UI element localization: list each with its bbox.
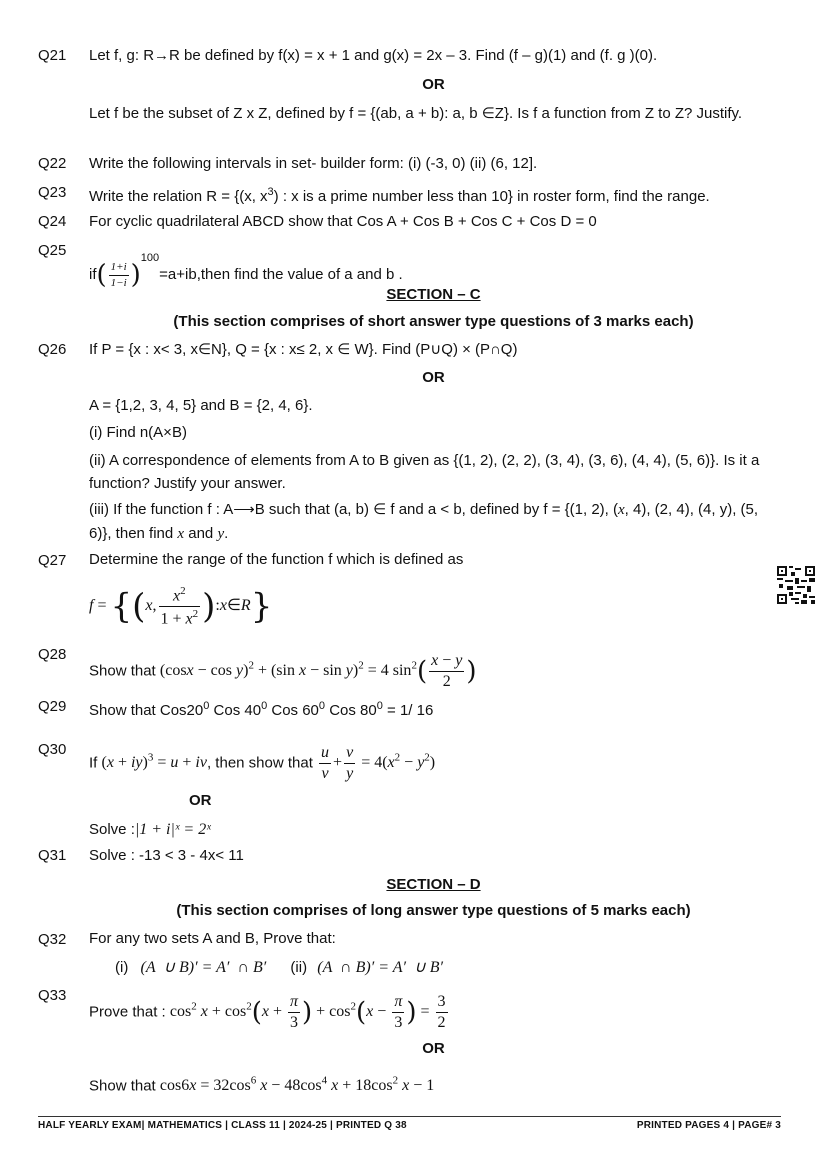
q31-number: Q31 <box>38 847 67 864</box>
q27-number: Q27 <box>38 552 67 569</box>
or-label: OR <box>422 1040 445 1057</box>
q32-parts: (i) (A ∪ B)′ = A′ ∩ B′ (ii) (A ∩ B)′ = A′ ∪ B′ <box>115 959 443 976</box>
q33-alt-text: Show that $\cos 6x = 32\cos^6$ $x - 48\cos^4$ $x + 18\cos^2$ x − 1 <box>89 1075 435 1095</box>
q33-number: Q33 <box>38 987 67 1004</box>
footer-right: PRINTED PAGES 4 | PAGE# 3 <box>636 1120 781 1131</box>
q29-number: Q29 <box>38 698 67 715</box>
or-label: OR <box>422 369 445 386</box>
q26-alt4: (iii) If the function f : A⟶B such that (a, b) ∈ f and a < b, defined by f = {(1, 2), (x, 4), (2, 4), (4, y), (5, 6)}, then find x and y. <box>89 501 759 542</box>
q33-text: Prove that : $\cos^2 x + \cos^2(x$ + $\frac{\pi}{3}$ ) + $\cos^2(x$ − $\frac{\pi}{3}$ ) = $\frac{3}{2}$ <box>89 993 446 1032</box>
q28-text: Show that $(\cos x - \cos y)^2 + (\sin$ x − sin y)$^2$ = 4 $\sin^2$( $\frac{x - y}{2}$ ) <box>89 652 477 691</box>
q26-alt2: (i) Find n(A×B) <box>89 424 187 441</box>
q27-text: Determine the range of the function f which is defined as <box>89 551 464 568</box>
section-c-title: SECTION – C <box>386 286 481 303</box>
or-label: OR <box>422 76 445 93</box>
q23-text: Write the relation R = {(x, $x^3$) : x is a prime number less than 10} in roster form, find the range. <box>89 186 710 205</box>
q21-number: Q21 <box>38 47 67 64</box>
q22-text: Write the following intervals in set- builder form: (i) (-3, 0) (ii) (6, 12]. <box>89 155 538 172</box>
q32-number: Q32 <box>38 931 67 948</box>
q24-number: Q24 <box>38 213 67 230</box>
q25-number: Q25 <box>38 242 67 259</box>
section-c-desc: (This section comprises of short answer type questions of 3 marks each) <box>173 313 694 330</box>
q28-number: Q28 <box>38 646 67 663</box>
section-d-title: SECTION – D <box>386 876 481 893</box>
q25-text: if( $\frac{1+і}{1-і}$ )$^{100}$=a+ib,then find the value of a and b . <box>89 252 403 291</box>
q27-formula: f = {(x, $\frac{x^2}{1 + x^2}$ ):x∈R} <box>89 584 273 628</box>
q30-number: Q30 <box>38 741 67 758</box>
q26-alt1: A = {1,2, 3, 4, 5} and B = {2, 4, 6}. <box>89 397 313 414</box>
q32-text: For any two sets A and B, Prove that: <box>89 930 336 947</box>
qr-code-icon <box>777 566 815 604</box>
q24-text: For cyclic quadrilateral ABCD show that Cos A + Cos B + Cos C + Cos D = 0 <box>89 213 597 230</box>
footer-left: HALF YEARLY EXAM| MATHEMATICS | CLASS 11 | 2024-25 | PRINTED Q 38 <box>38 1120 407 1131</box>
q23-number: Q23 <box>38 184 67 201</box>
q30-text: If (x + iy)$^3$ = u + iv, then show that $\frac{u}{v}$ + $\frac{v}{y}$ = $4(x^2 - y^2)$ <box>89 744 436 783</box>
q29-text: Show that $Cos20^0$ Cos $40^0$ Cos $60^0$ Cos $80^0 = 1/$ 16 <box>89 700 434 719</box>
q30-alt-text: Solve :|1 + і|ˣ = 2ˣ <box>89 821 211 838</box>
q26-text: If P = {x : x< 3, x∈N}, Q = {x : x≤ 2, x ∈ W}. Find (P∪Q) × (P∩Q) <box>89 341 518 358</box>
q21-alt-text: Let f be the subset of Z x Z, defined by f = {(ab, a + b): a, b ∈Z}. Is f a function from Z to Z? Justify. <box>89 105 743 122</box>
q31-text: Solve : -13 < 3 - 4x< 11 <box>89 847 244 864</box>
q26-alt3: (ii) A correspondence of elements from A to B given as {(1, 2), (2, 2), (3, 4), (3, 6), (4, 4), (5, 6)}. Is it a function? Justify your answer. <box>89 452 760 492</box>
q22-number: Q22 <box>38 155 67 172</box>
q21-text: Let f, g: R→R be defined by f(x) = x + 1 and g(x) = 2x – 3. Find (f – g)(1) and (f. g )(0). <box>89 47 658 64</box>
or-label: OR <box>189 792 212 809</box>
section-d-desc: (This section comprises of long answer type questions of 5 marks each) <box>176 902 691 919</box>
q26-number: Q26 <box>38 341 67 358</box>
footer-divider <box>38 1116 781 1117</box>
